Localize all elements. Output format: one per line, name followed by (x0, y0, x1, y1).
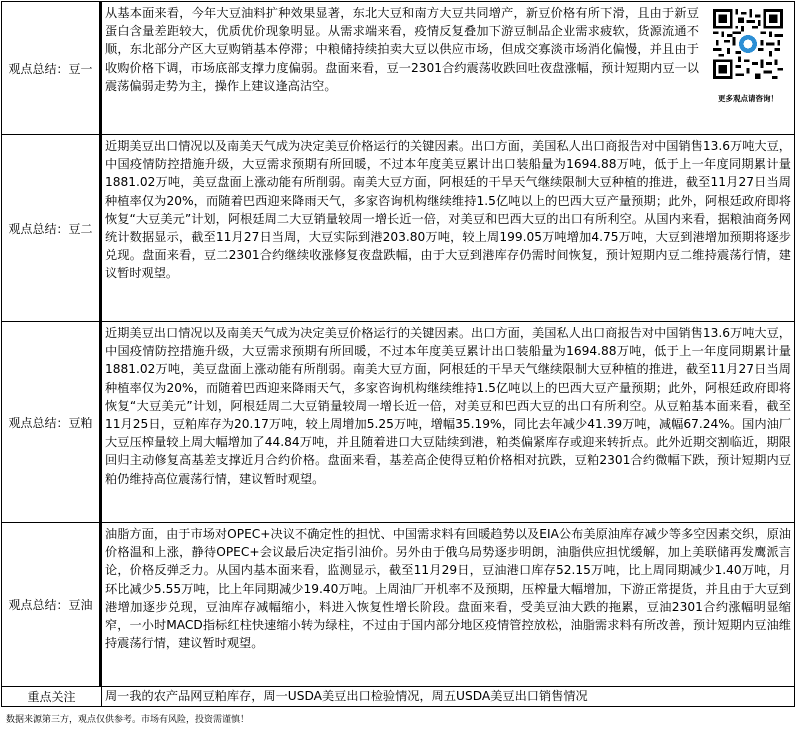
qr-code-icon (713, 9, 783, 79)
row-content: 近期美豆出口情况以及南美天气成为决定美豆价格运行的关键因素。出口方面，美国私人出口商报告对中国销售13.6万吨大豆，中国疫情防控措施升级，大豆需求预期有所回暖，不过本年度美豆累计出口装船量为1694.88万吨，低于上一年度同期累计量1881.02万吨，美豆盘面上涨动能有所削弱。南美大豆方面，阿根廷的干旱天气继续限制大豆种植的推进，截至11月27日当周种植率仅为20%，而随着巴西迎来降雨天气，多家咨询机构继续维持1.5亿吨以上的巴西大豆产量预期；此外，阿根廷政府即将恢复“大豆美元”计划，阿根廷周二大豆销量较周一增长近一倍，对美豆和巴西大豆的出口有所利空。从国内来看，据粮油商务网统计数据显示，截至11月27日当周，大豆实际到港203.80万吨，较上周199.05万吨增加4.75万吨，大豆到港增加预期将逐步兑现。盘面来看，豆二2301合约继续收涨修复夜盘跌幅，由于大豆到港库存仍需时间恢复，预计短期内豆二维持震荡行情，建议暂时观望。 (105, 139, 791, 281)
row-soybean-2 (1, 135, 795, 322)
disclaimer-footer: 数据来源第三方，观点仅供参考。市场有风险，投资需谨慎！ (6, 715, 250, 725)
row-content: 油脂方面，由于市场对OPEC+决议不确定性的担忧、中国需求料有回暖趋势以及EIA公布美原油库存减少等多空因素交织，原油价格温和上涨，静待OPEC+会议最后决定指引油价。另外由于俄乌局势逐步明朗，油脂供应担忧缓解，加上美联储再发鹰派言论，价格反弹乏力。从国内基本面来看，监测显示，截至11月29日，豆油港口库存52.15万吨，比上周同期减少1.40万吨，月环比减少5.55万吨，比上年同期减少19.40万吨。上周油厂开机率不及预期，压榨量大幅增加，下游正常提货，并且由于大豆到港增加逐步兑现，豆油库存减幅缩小，料进入恢复性增长阶段。盘面来看，受美豆油大跌的拖累，豆油2301合约涨幅明显缩窄，一小时MACD指标红柱快速缩小转为绿柱，不过由于国内部分地区疫情管控放松，油脂需求料有所改善，预计短期内豆油维持震荡行情，建议暂时观望。 (105, 527, 791, 651)
row-soybean-1 (1, 1, 795, 135)
row-label: 重点关注 (2, 687, 102, 706)
row-label: 观点总结：豆一 (2, 2, 102, 134)
row-content: 周一我的农产品网豆粕库存，周一USDA美豆出口检验情况，周五USDA美豆出口销售情况 (105, 689, 588, 703)
row-label: 观点总结：豆粕 (2, 322, 102, 522)
row-key-focus (1, 687, 795, 707)
row-label: 观点总结：豆二 (2, 135, 102, 321)
row-content (102, 2, 794, 134)
row-label: 观点总结：豆油 (2, 523, 102, 686)
row-soybean-oil (1, 523, 795, 687)
summary-table (1, 1, 795, 707)
row-content: 近期美豆出口情况以及南美天气成为决定美豆价格运行的关键因素。出口方面，美国私人出口商报告对中国销售13.6万吨大豆，中国疫情防控措施升级，大豆需求预期有所回暖，不过本年度美豆累计出口装船量为1694.88万吨，低于上一年度同期累计量1881.02万吨，美豆盘面上涨动能有所削弱。南美大豆方面，阿根廷的干旱天气继续限制大豆种植的推进，截至11月27日当周种植率仅为20%，而随着巴西迎来降雨天气，多家咨询机构继续维持1.5亿吨以上的巴西大豆产量预期；此外，阿根廷政府即将恢复“大豆美元”计划，阿根廷周二大豆销量较周一增长近一倍，对美豆和巴西大豆的出口有所利空。从豆粕基本面来看，截至11月25日，豆粕库存为20.17万吨，较上周增加5.25万吨，增幅35.19%，同比去年减少41.39万吨，减幅67.24%。国内油厂大豆压榨量较上周大幅增加了44.84万吨，并且随着进口大豆陆续到港，粕类偏紧库存或迎来转折点。此外近期交割临近，期限回归主动修复高基差支撑近月合约价格。盘面来看，基差高企使得豆粕价格相对抗跌，豆粕2301合约微幅下跌，预计短期内豆粕仍维持高位震荡行情，建议暂时观望。 (105, 326, 791, 486)
qr-block (708, 9, 788, 108)
qr-caption: 更多观点请咨询！ (718, 94, 778, 103)
row-text: 从基本面来看，今年大豆油料扩种效果显著，东北大豆和南方大豆共同增产，新豆价格有所下滑，且由于新豆蛋白含量差距较大，优质优价现象明显。从需求端来看，疫情反复叠加下游豆制品企业需求疲软，货源流通不顺，东北部分产区大豆购销基本停滞；中粮储持续拍卖大豆以供应市场，但成交寡淡市场消化偏慢，并且由于收购价格下调，市场底部支撑力度偏弱。盘面来看，豆一2301合约震荡收跌回吐夜盘涨幅，预计短期内豆一以震荡偏弱走势为主，操作上建议逢高沽空。 (105, 6, 699, 93)
row-soybean-meal (1, 322, 795, 523)
